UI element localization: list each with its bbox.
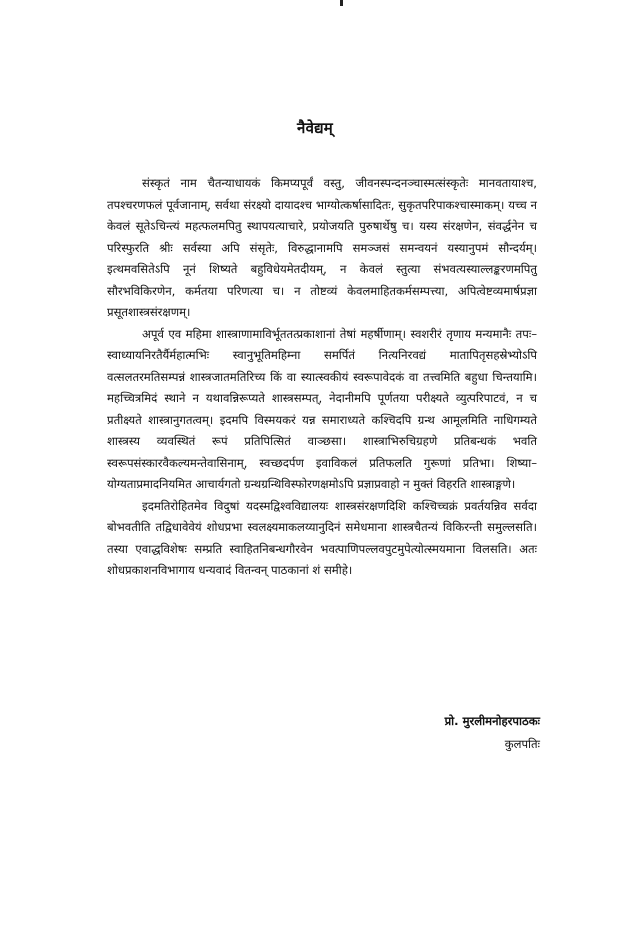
signature-name: प्रो. मुरलीमनोहरपाठकः [444,714,540,728]
signature-role: कुलपतिः [504,737,540,751]
paragraph-2: अपूर्व एव महिमा शास्त्राणामाविर्भूततत्प्रकाशानां तेषां महर्षीणाम्। स्वशरीरं तृणाय मन्यमानैः तपः–स्वाध्यायनिरतैर्यैर्महात्मभिः स्वानुभूतिमहिम्ना समर्पितं नित्यनिरवद्यं मातापितृसहस्रेभ्योऽपि वत्सलतरमतिसम्पन्नं शास्त्रजातमतिरिच्य किं वा स्यात्स्वकीयं स्वरूपावेदकं वा तत्त्वमिति बहुधा चिन्तयामि। महच्चित्रमिदं स्थाने न यथावन्निरूप्यते शास्त्रसम्पत्, नेदानीमपि पूर्णतया परीक्ष्यते व्युत्परिपाटवं, न च प्रतीक्ष्यते शास्त्रानुगतत्वम्। इदमपि विस्मयकरं यन्न समाराध्यते कश्चिदपि ग्रन्थ आमूलमिति नाधिगम्यते शास्त्रस्य व्यवस्थितं रूपं प्रतिपित्सितं वाञ्छसा। शास्त्राभिरुचिग्रहणे प्रतिबन्धकं भवति स्वरूपसंस्कारवैकल्यमन्तेवासिनाम्, स्वच्छदर्पण इवाविकलं प्रतिफलति गुरूणां प्रतिभा। शिष्या– योग्यताप्रमादनियमित आचार्यगतो ग्रन्थग्रन्थिविस्फोरणक्षमोऽपि प्रज्ञाप्रवाहो न मुक्तं विहरति शास्त्राङ्गणे। [107,326,537,491]
paragraph-3: इदमतिरोहितमेव विदुषां यदस्मद्विश्वविद्यालयः शास्त्रसंरक्षणदिशि कश्चिच्चक्रं प्रवर्तयन्निव सर्वदा बोभवतीति तद्विधावेवेयं शोधप्रभा स्वलक्ष्यमाकलय्यानुदिनं समेधमाना शास्त्रचैतन्यं विकिरन्ती समुल्लसति। तस्या एवाद्धविशेषः सम्प्रति स्वाहितनिबन्धगौरवेन भवत्पाणिपल्लवपुटमुपेत्योत्स्मयमाना विलसति। अतः शोधप्रकाशनविभागाय धन्यवादं वितन्वन् पाठकानां शं समीहे। [107,498,537,577]
page-title: नैवेद्यम् [297,119,333,137]
paragraph-1: संस्कृतं नाम चैतन्याधायकं किमप्यपूर्वं वस्तु, जीवनस्पन्दनञ्चास्मत्संस्कृतेः मानवतायाश्च, तपश्चरणफलं पूर्वजानाम्, सर्वथा संरक्ष्यो दायादश्च भाग्योत्कर्षासादितः, सुकृतपरिपाकश्चास्माकम्। यच्च न केवलं सूतेऽचिन्त्यं महत्फलमपितु स्थापयत्याचारे, प्रयोजयति पुरुषार्थेषु च। यस्य संरक्षणेन, संवर्द्धनेन च परिस्फुरति श्रीः सर्वस्या अपि संसृतेः, विरुद्धानामपि समञ्जसं समन्वयनं यस्यानुपमं सौन्दर्यम्। इत्थमवसितेऽपि नूनं शिष्यते बहुविधेयमेतदीयम्, न केवलं स्तुत्या संभवत्यस्याल्लङ्करणमपितु सौरभविकिरणेन, कर्मतया परिणत्या च। न तोष्टव्यं केवलमाहितकर्मसम्पत्त्या, अपित्वेष्टव्यमार्षप्रज्ञा प्रसूतशास्त्रसंरक्षणम्। [107,176,537,319]
page-top-mark [340,0,343,6]
body-text [107,173,537,582]
